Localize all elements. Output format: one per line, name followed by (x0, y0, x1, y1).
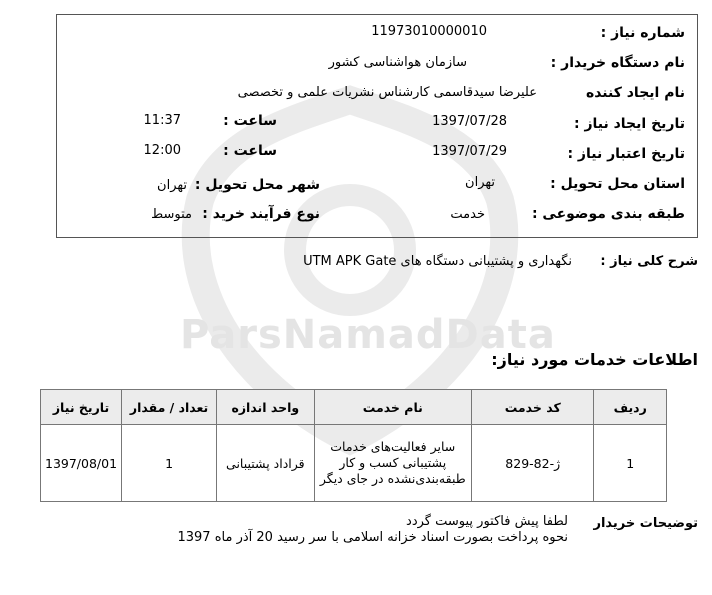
creator-value: علیرضا سیدقاسمی کارشناس نشریات علمی و تخصصی (237, 85, 537, 100)
cell-date: 1397/08/01 (41, 425, 122, 502)
buyer-org-label: نام دستگاه خریدار : (550, 55, 685, 71)
description-label: شرح کلی نیاز : (600, 254, 698, 269)
province-value: تهران (465, 175, 495, 190)
buyer-note-line: نحوه پرداخت بصورت اسناد خزانه اسلامی با سر رسید 20 آذر ماه 1397 (177, 530, 568, 545)
creator-label: نام ایجاد کننده (585, 85, 685, 101)
col-header-unit: واحد اندازه (217, 390, 314, 425)
cell-name (314, 425, 471, 502)
category-label: طبقه بندی موضوعی : (531, 206, 685, 222)
process-value: متوسط (151, 207, 192, 222)
valid-time-label: ساعت : (223, 143, 277, 159)
description-value: نگهداری و پشتیبانی دستگاه های UTM APK Gate (303, 254, 572, 269)
created-time-value: 11:37 (143, 113, 181, 128)
cell-qty: 1 (122, 425, 217, 502)
col-header-row: ردیف (594, 390, 667, 425)
created-time-label: ساعت : (223, 113, 277, 129)
process-label: نوع فرآیند خرید : (202, 206, 320, 222)
table-row (41, 425, 667, 502)
cell-name-line: پشتیبانی کسب و کار (339, 455, 447, 470)
buyer-note-line: لطفا پیش فاکتور پیوست گردد (406, 514, 568, 529)
cell-unit: قراداد پشتیبانی (217, 425, 314, 502)
city-value: تهران (157, 178, 187, 193)
need-number-value: 11973010000010 (371, 24, 487, 39)
valid-time-value: 12:00 (143, 143, 181, 158)
buyer-org-value: سازمان هواشناسی کشور (328, 55, 467, 70)
city-label: شهر محل تحویل : (194, 177, 320, 193)
province-label: استان محل تحویل : (550, 176, 685, 192)
col-header-code: کد خدمت (472, 390, 594, 425)
services-section-title: اطلاعات خدمات مورد نیاز: (491, 350, 698, 369)
created-date-label: تاریخ ایجاد نیاز : (573, 116, 685, 132)
cell-name-line: طبقه‌بندی‌نشده در جای دیگر (319, 471, 466, 486)
need-info-box (56, 14, 698, 238)
buyer-notes-label: توضیحات خریدار (593, 516, 698, 531)
services-table (40, 389, 667, 502)
table-header-row (41, 390, 667, 425)
watermark-brand: ParsNamadData (180, 312, 556, 358)
cell-code: ژ-82-829 (472, 425, 594, 502)
col-header-qty: تعداد / مقدار (122, 390, 217, 425)
cell-row: 1 (594, 425, 667, 502)
category-value: خدمت (450, 207, 485, 222)
cell-name-line: سایر فعالیت‌های خدمات (330, 439, 456, 454)
created-date-value: 1397/07/28 (432, 114, 507, 129)
col-header-date: تاریخ نیاز (41, 390, 122, 425)
valid-date-label: تاریخ اعتبار نیاز : (567, 146, 685, 162)
need-number-label: شماره نیاز : (600, 25, 685, 41)
valid-date-value: 1397/07/29 (432, 144, 507, 159)
col-header-name: نام خدمت (314, 390, 471, 425)
